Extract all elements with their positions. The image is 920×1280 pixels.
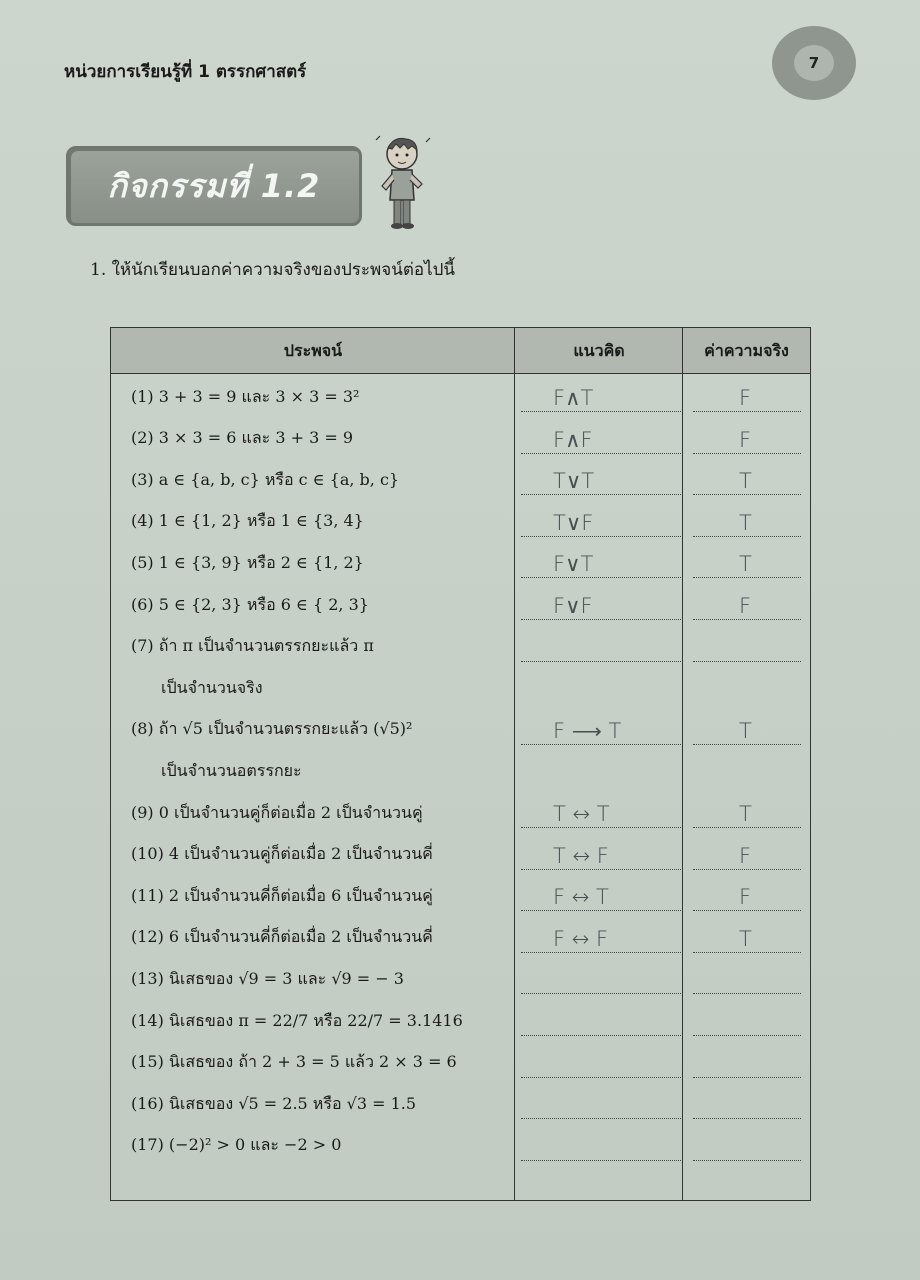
statement-text: (11) 2 เป็นจำนวนคี่ก็ต่อเมื่อ 6 เป็นจำนวนคู่ bbox=[131, 885, 433, 905]
page-number-badge bbox=[772, 26, 856, 100]
table-row bbox=[111, 792, 810, 834]
table-row-continuation bbox=[111, 667, 810, 709]
handwritten-truth-value: F bbox=[739, 427, 752, 452]
handwritten-approach: F ↔ T bbox=[553, 885, 609, 910]
handwritten-approach: T ↔ T bbox=[553, 802, 610, 826]
cartoon-boy-icon bbox=[372, 134, 432, 234]
approach-answer-line[interactable] bbox=[521, 661, 681, 662]
table-row bbox=[111, 626, 810, 668]
table-row bbox=[111, 1125, 810, 1167]
approach-answer-line[interactable] bbox=[521, 993, 681, 994]
handwritten-truth-value: F bbox=[739, 594, 752, 618]
statement-text: (6) 5 ∈ {2, 3} หรือ 6 ∈ { 2, 3} bbox=[131, 594, 369, 614]
truth-answer-line[interactable] bbox=[693, 993, 801, 994]
approach-answer-line[interactable] bbox=[521, 869, 681, 870]
approach-answer-line[interactable] bbox=[521, 577, 681, 578]
handwritten-approach: F∧F bbox=[553, 427, 593, 452]
approach-answer-line[interactable] bbox=[521, 619, 681, 620]
statement-text: (10) 4 เป็นจำนวนคู่ก็ต่อเมื่อ 2 เป็นจำนวนคี่ bbox=[131, 844, 433, 864]
statement-text: (9) 0 เป็นจำนวนคู่ก็ต่อเมื่อ 2 เป็นจำนวนคู่ bbox=[131, 802, 423, 822]
truth-answer-line[interactable] bbox=[693, 1035, 801, 1036]
handwritten-approach: F ↔ F bbox=[553, 926, 609, 951]
truth-answer-line[interactable] bbox=[693, 910, 801, 911]
table-header bbox=[111, 328, 810, 374]
truth-answer-line[interactable] bbox=[693, 1118, 801, 1119]
table-row bbox=[111, 917, 810, 959]
approach-answer-line[interactable] bbox=[521, 453, 681, 454]
handwritten-approach: T ↔ F bbox=[553, 843, 609, 868]
truth-answer-line[interactable] bbox=[693, 1077, 801, 1078]
handwritten-truth-value: T bbox=[739, 802, 752, 826]
table-row bbox=[111, 709, 810, 751]
approach-answer-line[interactable] bbox=[521, 952, 681, 953]
truth-answer-line[interactable] bbox=[693, 411, 801, 412]
table-row bbox=[111, 1042, 810, 1084]
approach-answer-line[interactable] bbox=[521, 494, 681, 495]
handwritten-approach: F∨T bbox=[553, 552, 594, 577]
handwritten-truth-value: F bbox=[739, 843, 752, 868]
table-row bbox=[111, 1000, 810, 1042]
activity-title: กิจกรรมที่ 1.2 bbox=[107, 166, 321, 205]
statement-text: (5) 1 ∈ {3, 9} หรือ 2 ∈ {1, 2} bbox=[131, 552, 364, 572]
handwritten-truth-value: T bbox=[739, 926, 752, 951]
handwritten-truth-value: T bbox=[739, 718, 752, 743]
truth-answer-line[interactable] bbox=[693, 869, 801, 870]
approach-answer-line[interactable] bbox=[521, 1077, 681, 1078]
statement-text: (4) 1 ∈ {1, 2} หรือ 1 ∈ {3, 4} bbox=[131, 511, 364, 531]
truth-answer-line[interactable] bbox=[693, 1160, 801, 1161]
statement-text: (17) (−2)² > 0 และ −2 > 0 bbox=[131, 1135, 342, 1155]
statement-text: (3) a ∈ {a, b, c} หรือ c ∈ {a, b, c} bbox=[131, 469, 400, 489]
approach-answer-line[interactable] bbox=[521, 1160, 681, 1161]
statement-text: (14) นิเสธของ π = 22/7 หรือ 22/7 = 3.1416 bbox=[131, 1010, 463, 1030]
table-row bbox=[111, 958, 810, 1000]
approach-answer-line[interactable] bbox=[521, 827, 681, 828]
header-approach: แนวคิด bbox=[573, 340, 625, 360]
truth-answer-line[interactable] bbox=[693, 744, 801, 745]
approach-answer-line[interactable] bbox=[521, 411, 681, 412]
statement-text: (16) นิเสธของ √5 = 2.5 หรือ √3 = 1.5 bbox=[131, 1093, 417, 1113]
statement-text: (2) 3 × 3 = 6 และ 3 + 3 = 9 bbox=[131, 428, 354, 448]
truth-answer-line[interactable] bbox=[693, 577, 801, 578]
table-row bbox=[111, 376, 810, 418]
table-row bbox=[111, 834, 810, 876]
handwritten-truth-value: F bbox=[739, 885, 752, 910]
handwritten-truth-value: F bbox=[739, 386, 752, 410]
table-row bbox=[111, 1083, 810, 1125]
truth-answer-line[interactable] bbox=[693, 619, 801, 620]
statement-text: (7) ถ้า π เป็นจำนวนตรรกยะแล้ว π bbox=[131, 636, 374, 656]
approach-answer-line[interactable] bbox=[521, 1035, 681, 1036]
handwritten-approach: F∨F bbox=[553, 594, 593, 618]
table-row bbox=[111, 875, 810, 917]
statement-text: (15) นิเสธของ ถ้า 2 + 3 = 5 แล้ว 2 × 3 = 6 bbox=[131, 1052, 457, 1072]
approach-answer-line[interactable] bbox=[521, 1118, 681, 1119]
approach-answer-line[interactable] bbox=[521, 744, 681, 745]
handwritten-approach: F∧T bbox=[553, 386, 594, 410]
table-row-continuation bbox=[111, 750, 810, 792]
handwritten-approach: T∨T bbox=[553, 469, 595, 494]
table-row bbox=[111, 418, 810, 460]
statement-text: เป็นจำนวนอตรรกยะ bbox=[161, 760, 302, 780]
handwritten-approach: T∨F bbox=[553, 510, 594, 535]
unit-title: หน่วยการเรียนรู้ที่ 1 ตรรกศาสตร์ bbox=[64, 62, 307, 82]
approach-answer-line[interactable] bbox=[521, 910, 681, 911]
table-row bbox=[111, 584, 810, 626]
header-statement: ประพจน์ bbox=[283, 340, 343, 360]
page-number: 7 bbox=[794, 45, 834, 81]
table-row bbox=[111, 542, 810, 584]
truth-answer-line[interactable] bbox=[693, 453, 801, 454]
handwritten-truth-value: T bbox=[739, 510, 752, 535]
statement-text: (13) นิเสธของ √9 = 3 และ √9 = − 3 bbox=[131, 968, 404, 988]
activity-banner bbox=[66, 146, 362, 226]
truth-value-table bbox=[110, 327, 811, 1201]
handwritten-approach: F ⟶ T bbox=[553, 718, 622, 743]
truth-answer-line[interactable] bbox=[693, 661, 801, 662]
truth-answer-line[interactable] bbox=[693, 952, 801, 953]
table-row bbox=[111, 459, 810, 501]
table-row bbox=[111, 501, 810, 543]
truth-answer-line[interactable] bbox=[693, 536, 801, 537]
handwritten-truth-value: T bbox=[739, 469, 752, 494]
truth-answer-line[interactable] bbox=[693, 827, 801, 828]
truth-answer-line[interactable] bbox=[693, 494, 801, 495]
statement-text: เป็นจำนวนจริง bbox=[161, 677, 263, 697]
instruction-text: 1. ให้นักเรียนบอกค่าความจริงของประพจน์ต่อไปนี้ bbox=[90, 260, 456, 280]
statement-text: (8) ถ้า √5 เป็นจำนวนตรรกยะแล้ว (√5)² bbox=[131, 719, 413, 739]
handwritten-truth-value: T bbox=[739, 552, 752, 577]
header-truth-value: ค่าความจริง bbox=[704, 340, 789, 360]
statement-text: (1) 3 + 3 = 9 และ 3 × 3 = 3² bbox=[131, 386, 360, 406]
approach-answer-line[interactable] bbox=[521, 536, 681, 537]
statement-text: (12) 6 เป็นจำนวนคี่ก็ต่อเมื่อ 2 เป็นจำนวนคี่ bbox=[131, 927, 433, 947]
